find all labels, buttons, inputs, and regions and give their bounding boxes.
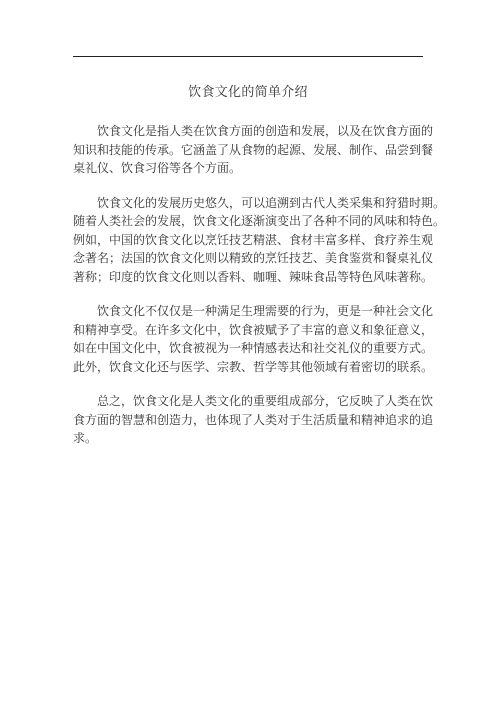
paragraph-line: 饮食文化是指人类在饮食方面的创造和发展，以及在饮食方面的 xyxy=(97,124,434,138)
paragraph-line: 著称；印度的饮食文化则以香料、咖喱、辣味食品等特色风味著称。 xyxy=(73,269,434,284)
paragraph-1 xyxy=(73,122,434,178)
paragraph-line: 求。 xyxy=(73,431,98,445)
paragraph-line: 饮食文化不仅仅是一种满足生理需要的行为，更是一种社会文化 xyxy=(97,304,434,318)
paragraph-line: 例如，中国的饮食文化以烹饪技艺精湛、食材丰富多样、食疗养生观 xyxy=(73,232,434,247)
paragraph-line: 此外，饮食文化还与医学、宗教、哲学等其他领域有着密切的联系。 xyxy=(73,359,434,374)
paragraph-line: 随着人类社会的发展，饮食文化逐渐演变出了各种不同的风味和特色。 xyxy=(73,214,446,228)
paragraph-line: 和精神享受。在许多文化中，饮食被赋予了丰富的意义和象征意义， xyxy=(73,322,434,337)
paragraph-line: 饮食文化的发展历史悠久，可以追溯到古代人类采集和狩猎时期。 xyxy=(97,195,446,210)
paragraph-line: 桌礼仪、饮食习俗等各个方面。 xyxy=(73,161,242,175)
paragraph-line: 念著名；法国的饮食文化则以精致的烹饪技艺、美食鉴赏和餐桌礼仪 xyxy=(73,251,434,265)
paragraph-4 xyxy=(73,392,434,448)
paragraph-line: 知识和技能的传承。它涵盖了从食物的起源、发展、制作、品尝到餐 xyxy=(73,142,434,157)
paragraph-line: 总之，饮食文化是人类文化的重要组成部分，它反映了人类在饮 xyxy=(97,394,434,408)
document-title: 饮食文化的简单介绍 xyxy=(188,85,308,100)
paragraph-line: 食方面的智慧和创造力，也体现了人类对于生活质量和精神追求的追 xyxy=(73,412,434,427)
document-body xyxy=(73,122,446,464)
paragraph-3 xyxy=(73,302,434,376)
paragraph-line: 如在中国文化中，饮食被视为一种情感表达和社交礼仪的重要方式。 xyxy=(73,341,434,355)
header-rule xyxy=(73,56,423,57)
paragraph-2 xyxy=(73,194,446,287)
